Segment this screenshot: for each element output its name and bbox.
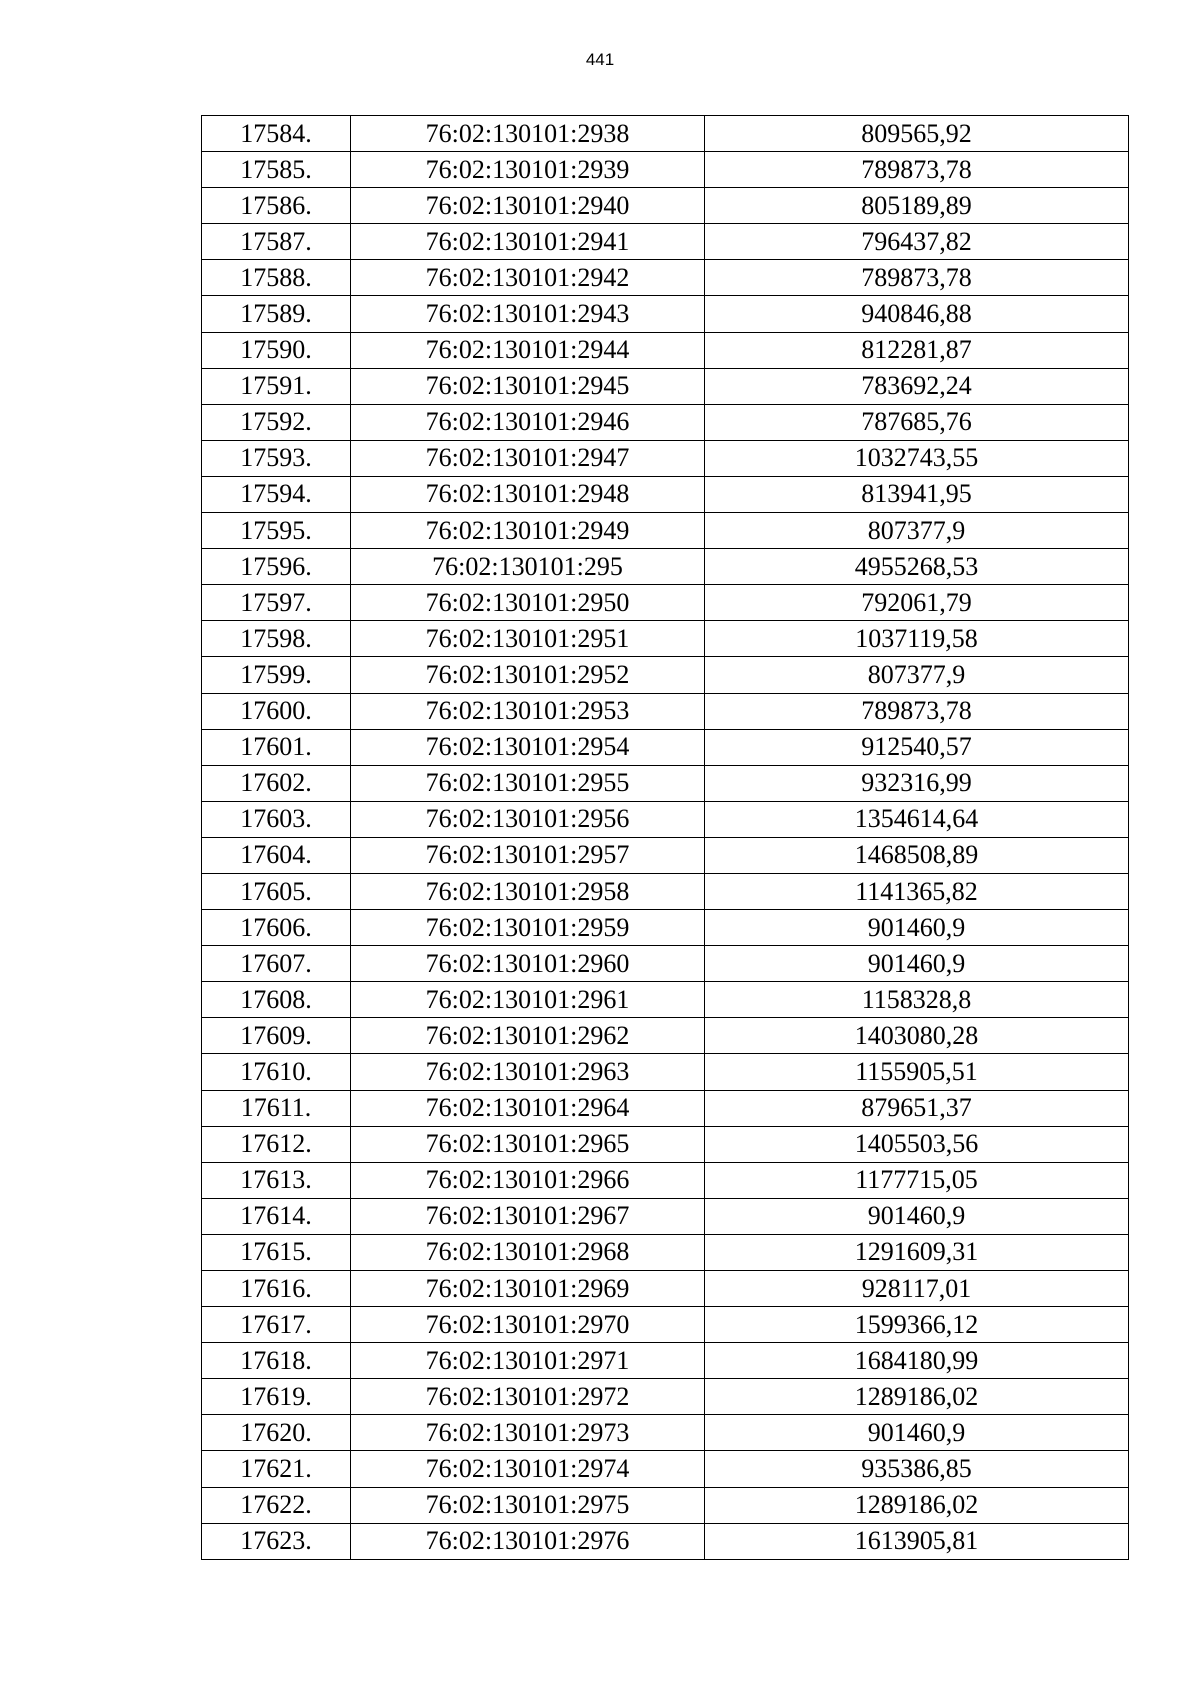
row-number-cell: 17613. bbox=[202, 1162, 351, 1198]
cadastral-number-cell: 76:02:130101:2963 bbox=[351, 1054, 705, 1090]
cadastral-number-cell: 76:02:130101:2975 bbox=[351, 1487, 705, 1523]
cadastral-number-cell: 76:02:130101:2949 bbox=[351, 513, 705, 549]
row-number-cell: 17598. bbox=[202, 621, 351, 657]
row-number-cell: 17606. bbox=[202, 910, 351, 946]
value-cell: 940846,88 bbox=[705, 296, 1129, 332]
value-cell: 783692,24 bbox=[705, 368, 1129, 404]
row-number-cell: 17604. bbox=[202, 837, 351, 873]
cadastral-number-cell: 76:02:130101:2954 bbox=[351, 729, 705, 765]
value-cell: 1177715,05 bbox=[705, 1162, 1129, 1198]
row-number-cell: 17589. bbox=[202, 296, 351, 332]
value-cell: 1037119,58 bbox=[705, 621, 1129, 657]
value-cell: 792061,79 bbox=[705, 585, 1129, 621]
page-number: 441 bbox=[585, 50, 615, 69]
cadastral-number-cell: 76:02:130101:2940 bbox=[351, 188, 705, 224]
cadastral-number-cell: 76:02:130101:2958 bbox=[351, 873, 705, 909]
row-number-cell: 17593. bbox=[202, 440, 351, 476]
value-cell: 1158328,8 bbox=[705, 982, 1129, 1018]
cadastral-number-cell: 76:02:130101:295 bbox=[351, 549, 705, 585]
cadastral-number-cell: 76:02:130101:2957 bbox=[351, 837, 705, 873]
cadastral-number-cell: 76:02:130101:2969 bbox=[351, 1271, 705, 1307]
value-cell: 796437,82 bbox=[705, 224, 1129, 260]
table-row bbox=[202, 873, 1129, 909]
value-cell: 787685,76 bbox=[705, 404, 1129, 440]
value-cell: 928117,01 bbox=[705, 1271, 1129, 1307]
value-cell: 805189,89 bbox=[705, 188, 1129, 224]
cadastral-number-cell: 76:02:130101:2970 bbox=[351, 1307, 705, 1343]
table-row bbox=[202, 1198, 1129, 1234]
row-number-cell: 17621. bbox=[202, 1451, 351, 1487]
value-cell: 879651,37 bbox=[705, 1090, 1129, 1126]
table-row bbox=[202, 476, 1129, 512]
row-number-cell: 17601. bbox=[202, 729, 351, 765]
value-cell: 1032743,55 bbox=[705, 440, 1129, 476]
row-number-cell: 17620. bbox=[202, 1415, 351, 1451]
table-row bbox=[202, 693, 1129, 729]
table-row bbox=[202, 1451, 1129, 1487]
table-row bbox=[202, 440, 1129, 476]
table-row bbox=[202, 116, 1129, 152]
row-number-cell: 17616. bbox=[202, 1271, 351, 1307]
cadastral-number-cell: 76:02:130101:2943 bbox=[351, 296, 705, 332]
cadastral-number-cell: 76:02:130101:2956 bbox=[351, 801, 705, 837]
value-cell: 1684180,99 bbox=[705, 1343, 1129, 1379]
value-cell: 4955268,53 bbox=[705, 549, 1129, 585]
value-cell: 789873,78 bbox=[705, 260, 1129, 296]
cadastral-number-cell: 76:02:130101:2960 bbox=[351, 946, 705, 982]
table-row bbox=[202, 260, 1129, 296]
table-row bbox=[202, 982, 1129, 1018]
table-row bbox=[202, 946, 1129, 982]
table-row bbox=[202, 368, 1129, 404]
row-number-cell: 17609. bbox=[202, 1018, 351, 1054]
cadastral-number-cell: 76:02:130101:2976 bbox=[351, 1523, 705, 1559]
table-row bbox=[202, 513, 1129, 549]
cadastral-number-cell: 76:02:130101:2945 bbox=[351, 368, 705, 404]
value-cell: 935386,85 bbox=[705, 1451, 1129, 1487]
row-number-cell: 17605. bbox=[202, 873, 351, 909]
table-row bbox=[202, 1487, 1129, 1523]
cadastral-number-cell: 76:02:130101:2947 bbox=[351, 440, 705, 476]
value-cell: 809565,92 bbox=[705, 116, 1129, 152]
row-number-cell: 17612. bbox=[202, 1126, 351, 1162]
value-cell: 901460,9 bbox=[705, 946, 1129, 982]
row-number-cell: 17588. bbox=[202, 260, 351, 296]
cadastral-number-cell: 76:02:130101:2955 bbox=[351, 765, 705, 801]
cadastral-number-cell: 76:02:130101:2971 bbox=[351, 1343, 705, 1379]
cadastral-value-table bbox=[201, 115, 1129, 1560]
row-number-cell: 17596. bbox=[202, 549, 351, 585]
table-row bbox=[202, 585, 1129, 621]
cadastral-number-cell: 76:02:130101:2973 bbox=[351, 1415, 705, 1451]
value-cell: 789873,78 bbox=[705, 152, 1129, 188]
table-row bbox=[202, 1126, 1129, 1162]
row-number-cell: 17619. bbox=[202, 1379, 351, 1415]
value-cell: 1289186,02 bbox=[705, 1487, 1129, 1523]
row-number-cell: 17585. bbox=[202, 152, 351, 188]
row-number-cell: 17600. bbox=[202, 693, 351, 729]
cadastral-number-cell: 76:02:130101:2942 bbox=[351, 260, 705, 296]
row-number-cell: 17603. bbox=[202, 801, 351, 837]
cadastral-number-cell: 76:02:130101:2950 bbox=[351, 585, 705, 621]
table-row bbox=[202, 549, 1129, 585]
cadastral-number-cell: 76:02:130101:2967 bbox=[351, 1198, 705, 1234]
table-row bbox=[202, 910, 1129, 946]
table-row bbox=[202, 296, 1129, 332]
value-cell: 1291609,31 bbox=[705, 1234, 1129, 1270]
table-row bbox=[202, 1162, 1129, 1198]
table-row bbox=[202, 1379, 1129, 1415]
table-row bbox=[202, 729, 1129, 765]
value-cell: 813941,95 bbox=[705, 476, 1129, 512]
table-row bbox=[202, 621, 1129, 657]
table-row bbox=[202, 224, 1129, 260]
cadastral-number-cell: 76:02:130101:2939 bbox=[351, 152, 705, 188]
row-number-cell: 17597. bbox=[202, 585, 351, 621]
value-cell: 807377,9 bbox=[705, 657, 1129, 693]
value-cell: 1405503,56 bbox=[705, 1126, 1129, 1162]
value-cell: 1289186,02 bbox=[705, 1379, 1129, 1415]
row-number-cell: 17623. bbox=[202, 1523, 351, 1559]
row-number-cell: 17615. bbox=[202, 1234, 351, 1270]
value-cell: 812281,87 bbox=[705, 332, 1129, 368]
row-number-cell: 17595. bbox=[202, 513, 351, 549]
row-number-cell: 17584. bbox=[202, 116, 351, 152]
table-row bbox=[202, 1090, 1129, 1126]
cadastral-number-cell: 76:02:130101:2941 bbox=[351, 224, 705, 260]
cadastral-number-cell: 76:02:130101:2959 bbox=[351, 910, 705, 946]
value-cell: 1403080,28 bbox=[705, 1018, 1129, 1054]
row-number-cell: 17611. bbox=[202, 1090, 351, 1126]
cadastral-number-cell: 76:02:130101:2948 bbox=[351, 476, 705, 512]
cadastral-number-cell: 76:02:130101:2944 bbox=[351, 332, 705, 368]
row-number-cell: 17608. bbox=[202, 982, 351, 1018]
table-row bbox=[202, 801, 1129, 837]
row-number-cell: 17614. bbox=[202, 1198, 351, 1234]
table-row bbox=[202, 188, 1129, 224]
cadastral-number-cell: 76:02:130101:2961 bbox=[351, 982, 705, 1018]
table-row bbox=[202, 1415, 1129, 1451]
row-number-cell: 17599. bbox=[202, 657, 351, 693]
value-cell: 901460,9 bbox=[705, 1198, 1129, 1234]
value-cell: 1155905,51 bbox=[705, 1054, 1129, 1090]
value-cell: 932316,99 bbox=[705, 765, 1129, 801]
table-row bbox=[202, 1307, 1129, 1343]
row-number-cell: 17586. bbox=[202, 188, 351, 224]
cadastral-number-cell: 76:02:130101:2952 bbox=[351, 657, 705, 693]
cadastral-number-cell: 76:02:130101:2951 bbox=[351, 621, 705, 657]
row-number-cell: 17618. bbox=[202, 1343, 351, 1379]
value-cell: 912540,57 bbox=[705, 729, 1129, 765]
cadastral-number-cell: 76:02:130101:2964 bbox=[351, 1090, 705, 1126]
cadastral-number-cell: 76:02:130101:2965 bbox=[351, 1126, 705, 1162]
cadastral-number-cell: 76:02:130101:2966 bbox=[351, 1162, 705, 1198]
row-number-cell: 17592. bbox=[202, 404, 351, 440]
table-row bbox=[202, 152, 1129, 188]
table-row bbox=[202, 404, 1129, 440]
cadastral-number-cell: 76:02:130101:2968 bbox=[351, 1234, 705, 1270]
value-cell: 807377,9 bbox=[705, 513, 1129, 549]
row-number-cell: 17610. bbox=[202, 1054, 351, 1090]
table-row bbox=[202, 657, 1129, 693]
table-body bbox=[202, 116, 1129, 1560]
table-row bbox=[202, 1234, 1129, 1270]
row-number-cell: 17617. bbox=[202, 1307, 351, 1343]
value-cell: 1141365,82 bbox=[705, 873, 1129, 909]
cadastral-number-cell: 76:02:130101:2972 bbox=[351, 1379, 705, 1415]
cadastral-number-cell: 76:02:130101:2946 bbox=[351, 404, 705, 440]
table-row bbox=[202, 1343, 1129, 1379]
table-row bbox=[202, 332, 1129, 368]
row-number-cell: 17607. bbox=[202, 946, 351, 982]
cadastral-number-cell: 76:02:130101:2974 bbox=[351, 1451, 705, 1487]
row-number-cell: 17602. bbox=[202, 765, 351, 801]
value-cell: 1354614,64 bbox=[705, 801, 1129, 837]
row-number-cell: 17587. bbox=[202, 224, 351, 260]
table-row bbox=[202, 1523, 1129, 1559]
cadastral-number-cell: 76:02:130101:2953 bbox=[351, 693, 705, 729]
row-number-cell: 17591. bbox=[202, 368, 351, 404]
cadastral-number-cell: 76:02:130101:2938 bbox=[351, 116, 705, 152]
table-row bbox=[202, 1018, 1129, 1054]
value-cell: 901460,9 bbox=[705, 910, 1129, 946]
row-number-cell: 17594. bbox=[202, 476, 351, 512]
table-row bbox=[202, 837, 1129, 873]
table-row bbox=[202, 1054, 1129, 1090]
table-row bbox=[202, 765, 1129, 801]
cadastral-number-cell: 76:02:130101:2962 bbox=[351, 1018, 705, 1054]
value-cell: 1468508,89 bbox=[705, 837, 1129, 873]
row-number-cell: 17622. bbox=[202, 1487, 351, 1523]
value-cell: 1599366,12 bbox=[705, 1307, 1129, 1343]
row-number-cell: 17590. bbox=[202, 332, 351, 368]
value-cell: 1613905,81 bbox=[705, 1523, 1129, 1559]
table-row bbox=[202, 1271, 1129, 1307]
value-cell: 901460,9 bbox=[705, 1415, 1129, 1451]
value-cell: 789873,78 bbox=[705, 693, 1129, 729]
